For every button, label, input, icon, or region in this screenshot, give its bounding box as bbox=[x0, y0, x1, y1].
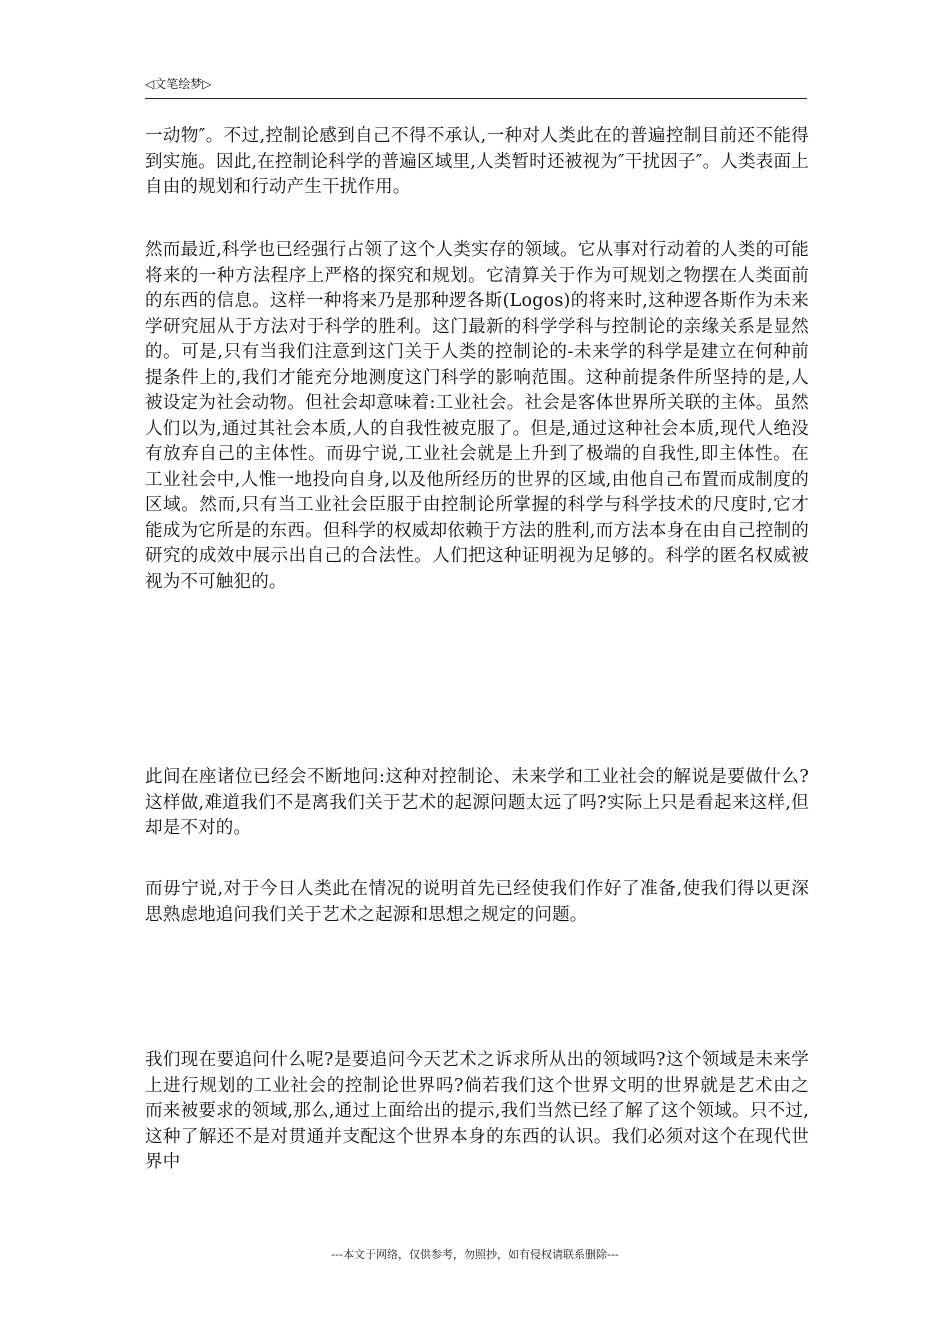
paragraph-1: 一动物″。不过,控制论感到自己不得不承认,一种对人类此在的普遍控制目前还不能得到实施。因此,在控制论科学的普遍区域里,人类暂时还被视为″干扰因子″。人类表面上自由的规划和行动产生干扰作用。 bbox=[145, 126, 809, 197]
page-header bbox=[145, 74, 807, 99]
page-footer: ---本文于网络，仅供参考，勿照抄，如有侵权请联系删除--- bbox=[331, 1248, 619, 1261]
paragraph-5: 我们现在要追问什么呢?是要追问今天艺术之诉求所从出的领域吗?这个领域是未来学上进行规划的工业社会的控制论世界吗?倘若我们这个世界文明的世界就是艺术由之而来被要求的领域,那么,通过上面给出的提示,我们当然已经了解了这个领域。只不过,这种了解还不是对贯通并支配这个世界本身的东西的认识。我们必须对这个在现代世界中 bbox=[145, 1050, 809, 1172]
paragraph-2: 然而最近,科学也已经强行占领了这个人类实存的领域。它从事对行动着的人类的可能将来的一种方法程序上严格的探究和规划。它清算关于作为可规划之物摆在人类面前的东西的信息。这样一种将来乃是那种逻各斯(Logos)的将来时,这种逻各斯作为未来学研究屈从于方法对于科学的胜利。这门最新的科学学科与控制论的亲缘关系是显然的。可是,只有当我们注意到这门关于人类的控制论的-未来学的科学是建立在何种前提条件上的,我们才能充分地测度这门科学的影响范围。这种前提条件所坚持的是,人被设定为社会动物。但社会却意味着:工业社会。社会是客体世界所关联的主体。虽然人们以为,通过其社会本质,人的自我性被克服了。但是,通过这种社会本质,现代人绝没有放弃自己的主体性。而毋宁说,工业社会就是上升到了极端的自我性,即主体性。在工业社会中,人惟一地投向自身,以及他所经历的世界的区域,由他自己布置而成制度的区域。然而,只有当工业社会臣服于由控制论所掌握的科学与科学技术的尺度时,它才能成为它所是的东西。但科学的权威却依赖于方法的胜利,而方法本身在由自己控制的研究的成效中展示出自己的合法性。人们把这种证明视为足够的。科学的匿名权威被视为不可触犯的。 bbox=[145, 240, 809, 592]
paragraph-4: 而毋宁说,对于今日人类此在情况的说明首先已经使我们作好了准备,使我们得以更深思熟虑地追问我们关于艺术之起源和思想之规定的问题。 bbox=[145, 879, 809, 925]
paragraph-3: 此间在座诸位已经会不断地问:这种对控制论、未来学和工业社会的解说是要做什么?这样做,难道我们不是离我们关于艺术的起源问题太远了吗?实际上只是看起来这样,但却是不对的。 bbox=[145, 767, 809, 838]
header-label: ◁文笔绘梦▷ bbox=[145, 77, 212, 91]
